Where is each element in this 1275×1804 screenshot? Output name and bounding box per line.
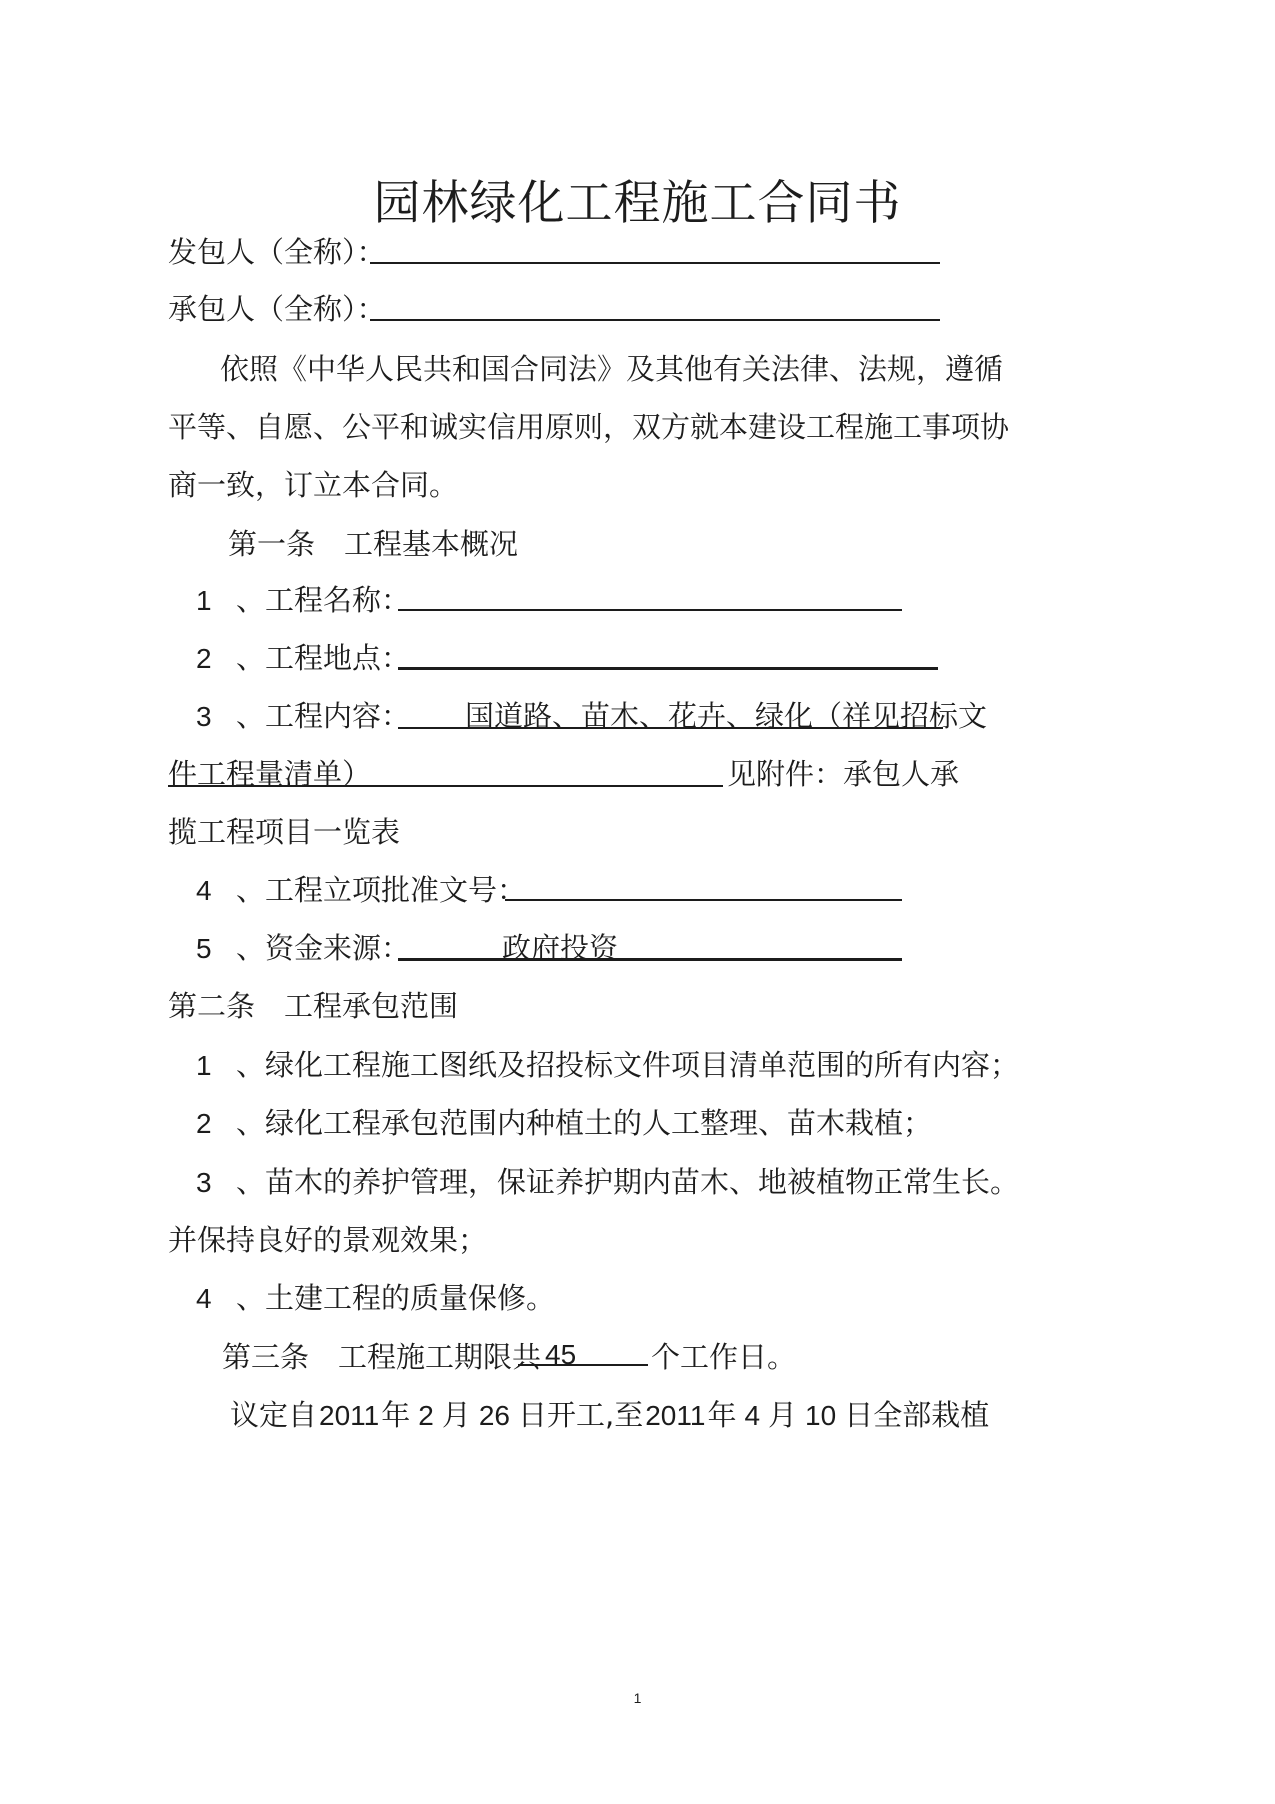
- preamble-line-2: 平等、自愿、公平和诚实信用原则，双方就本建设工程施工事项协: [168, 410, 1010, 444]
- work-days-underline: [518, 1364, 648, 1366]
- article-3-period-prefix: 第三条 工程施工期限共: [222, 1340, 542, 1374]
- item-number: 1: [196, 585, 212, 616]
- project-name-blank[interactable]: [398, 609, 902, 611]
- article-2-item-3-continued: 并保持良好的景观效果；: [168, 1223, 488, 1257]
- schedule-text: 议定自: [230, 1398, 318, 1432]
- schedule-text: 日开工,至: [518, 1398, 644, 1432]
- article-3-period-suffix: 个工作日。: [651, 1340, 797, 1374]
- employer-label: 发包人（全称）：: [168, 235, 386, 269]
- item-number: 3: [196, 701, 212, 732]
- article-2-item-1: [196, 1048, 1020, 1082]
- item-number: 2: [196, 643, 212, 674]
- contractor-blank[interactable]: [370, 319, 940, 321]
- item-number: 1: [196, 1050, 212, 1081]
- project-location-label: 、工程地点：: [236, 641, 411, 675]
- scope-text: 、绿化工程承包范围内种植土的人工整理、苗木栽植；: [236, 1106, 933, 1140]
- contractor-label: 承包人（全称）：: [168, 292, 386, 326]
- approval-number-blank[interactable]: [505, 899, 902, 901]
- work-days-value: 45: [545, 1339, 577, 1370]
- project-content-value-2: 件工程量清单）: [168, 757, 372, 791]
- article-2-heading: 第二条 工程承包范围: [168, 989, 459, 1023]
- start-day: 26: [478, 1400, 510, 1431]
- article-1-item-2: [196, 641, 411, 675]
- article-2-item-4: [196, 1281, 556, 1315]
- article-1-heading: 第一条 工程基本概况: [228, 527, 519, 561]
- project-content-line-3: 揽工程项目一览表: [168, 815, 401, 849]
- article-1-item-1: [196, 583, 411, 617]
- article-1-item-4: [196, 873, 527, 907]
- item-number: 5: [196, 933, 212, 964]
- item-number: 3: [196, 1167, 212, 1198]
- scope-text: 、绿化工程施工图纸及招投标文件项目清单范围的所有内容；: [236, 1048, 1020, 1082]
- end-day: 10: [805, 1400, 837, 1431]
- schedule-text: 月: [768, 1398, 798, 1432]
- schedule-text: 年: [381, 1398, 411, 1432]
- article-1-item-5: [196, 931, 411, 965]
- approval-number-label: 、工程立项批准文号：: [236, 873, 527, 907]
- page-number: 1: [633, 1690, 642, 1706]
- item-number: 4: [196, 875, 212, 906]
- project-content-label: 、工程内容：: [236, 699, 411, 733]
- document-title: 园林绿化工程施工合同书: [373, 176, 902, 231]
- scope-text: 、苗木的养护管理，保证养护期内苗木、地被植物正常生长。: [236, 1165, 1020, 1199]
- article-3-schedule: [230, 1398, 990, 1432]
- item-number: 2: [196, 1108, 212, 1139]
- fund-source-label: 、资金来源：: [236, 931, 411, 965]
- article-2-item-2: [196, 1106, 933, 1140]
- article-2-item-3: [196, 1165, 1020, 1199]
- start-year: 2011: [319, 1400, 380, 1431]
- item-number: 4: [196, 1283, 212, 1314]
- preamble-line-1: 依照《中华人民共和国合同法》及其他有关法律、法规，遵循: [220, 352, 1004, 386]
- project-name-label: 、工程名称：: [236, 583, 411, 617]
- end-month: 4: [744, 1400, 761, 1431]
- project-content-underline-2: [168, 785, 723, 787]
- scope-text: 、土建工程的质量保修。: [236, 1281, 556, 1315]
- fund-source-value: 政府投资: [502, 931, 619, 965]
- schedule-text: 年: [707, 1398, 737, 1432]
- project-location-blank[interactable]: [398, 667, 938, 670]
- project-content-value-1: 国道路、苗木、花卉、绿化（祥见招标文: [465, 699, 988, 733]
- schedule-text: 月: [441, 1398, 471, 1432]
- employer-blank[interactable]: [370, 262, 940, 264]
- project-content-underline-1: [398, 727, 943, 729]
- start-month: 2: [418, 1400, 434, 1431]
- article-1-item-3: [196, 699, 411, 733]
- project-content-suffix: 见附件：承包人承: [727, 757, 960, 791]
- schedule-text: 日全部栽植: [844, 1398, 990, 1432]
- preamble-line-3: 商一致，订立本合同。: [168, 468, 459, 502]
- fund-source-underline: [398, 958, 902, 961]
- end-year: 2011: [645, 1400, 706, 1431]
